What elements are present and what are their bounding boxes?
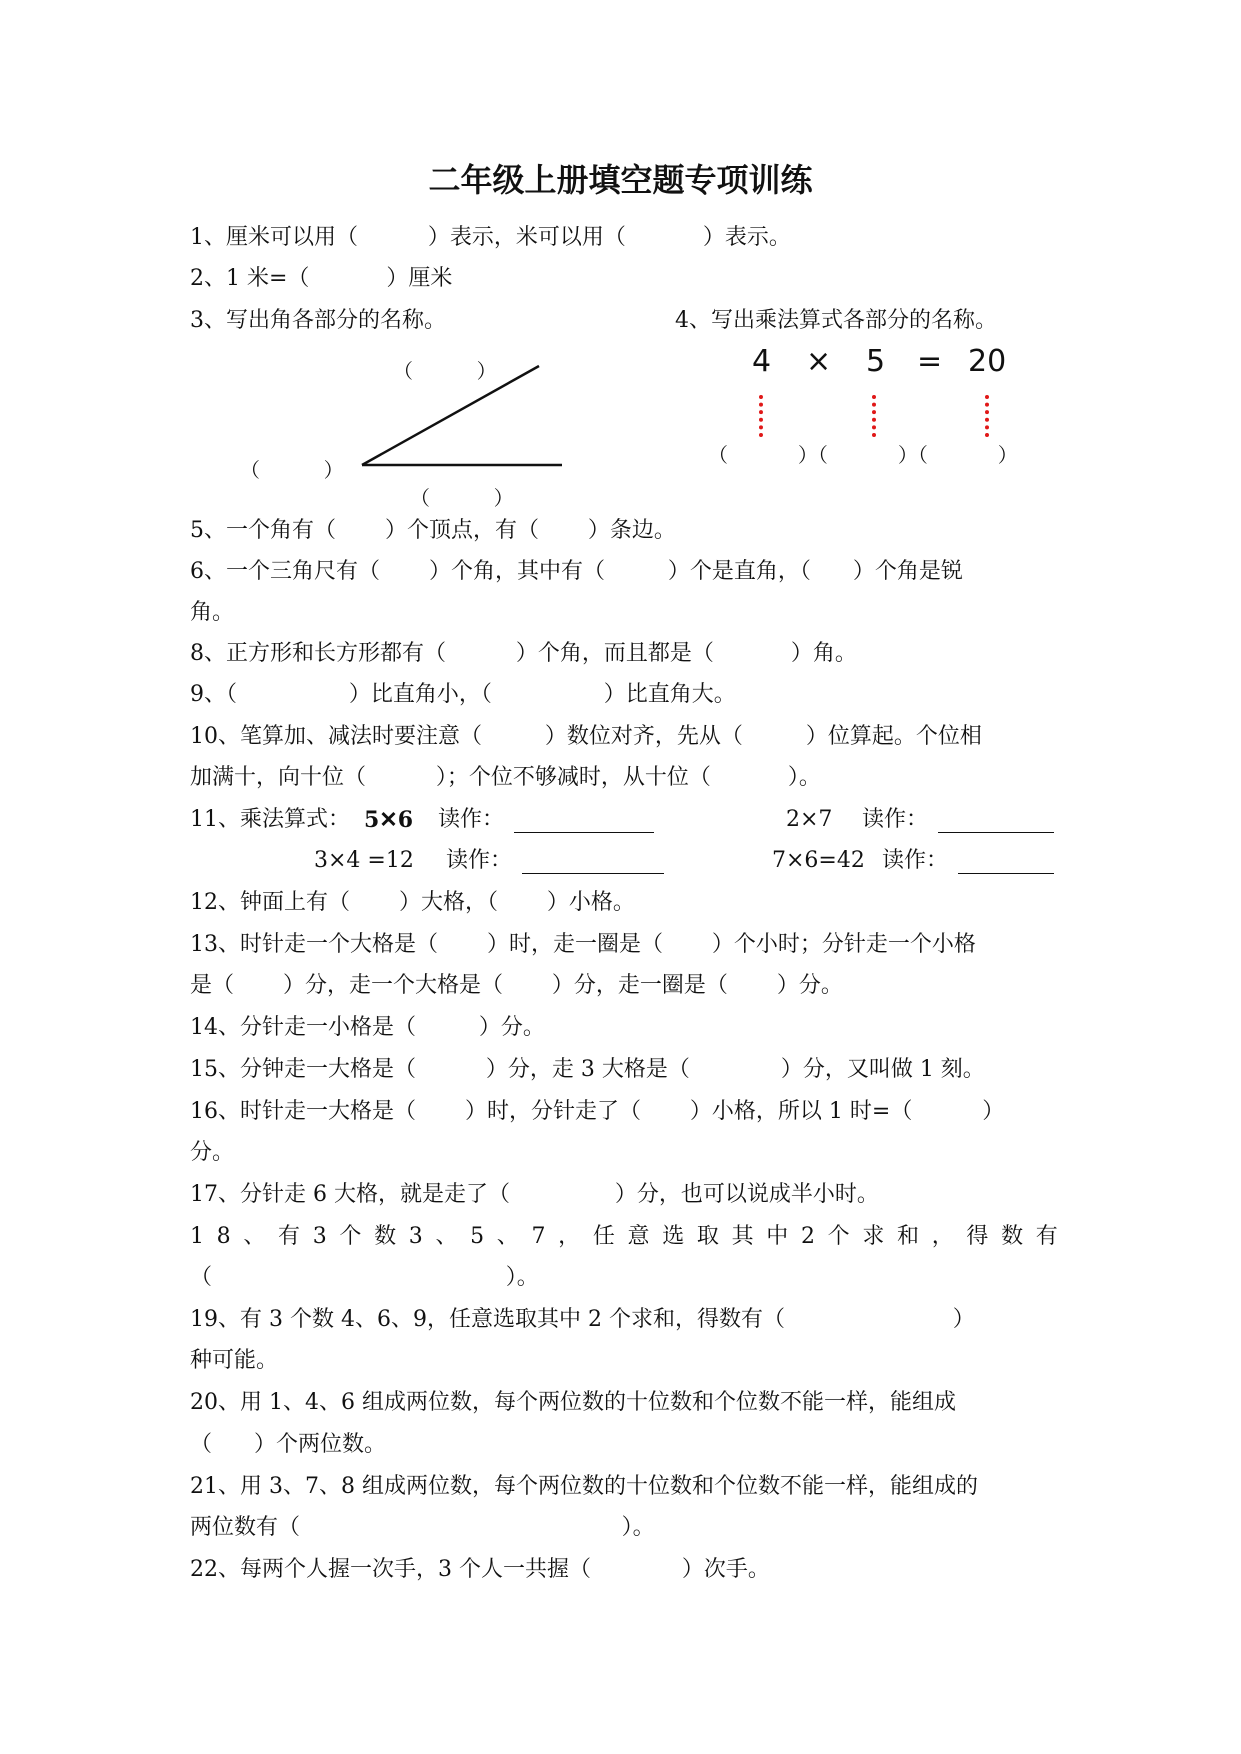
question-18-char: 3 [312, 1224, 327, 1249]
question-19: 19、有 3 个数 4、6、9，任意选取其中 2 个求和，得数有（ ） [190, 1307, 975, 1332]
question-15: 15、分钟走一大格是（ ）分，走 3 大格是（ ）分，又叫做 1 刻。 [190, 1057, 985, 1082]
answer-blank-line [938, 832, 1054, 833]
question-18 [190, 1222, 1058, 1252]
question-18-continued: （ ）。 [190, 1265, 539, 1290]
question-18-char: 取 [696, 1224, 719, 1249]
question-18-char: 求 [862, 1224, 885, 1249]
question-18-char: 、 [435, 1224, 458, 1249]
question-11-expression: 2×7 [786, 807, 833, 832]
question-18-char: 5 [470, 1224, 485, 1249]
question-1: 1、厘米可以用（ ）表示，米可以用（ ）表示。 [190, 225, 791, 250]
question-19-continued: 种可能。 [190, 1348, 279, 1373]
dotted-pointer [985, 395, 989, 437]
question-18-char: 中 [766, 1224, 789, 1249]
question-8: 8、正方形和长方形都有（ ）个角，而且都是（ ）角。 [190, 641, 857, 666]
question-18-char: 数 [374, 1224, 397, 1249]
question-11-expression: 7×6=42 [772, 848, 865, 873]
question-20-continued: （ ）个两位数。 [190, 1432, 386, 1457]
question-13-continued: 是（ ）分，走一个大格是（ ）分，走一圈是（ ）分。 [190, 973, 843, 998]
question-18-char: ， [931, 1224, 954, 1249]
question-18-char: 任 [592, 1224, 615, 1249]
answer-blank-line [514, 832, 654, 833]
question-18-char: 个 [827, 1224, 850, 1249]
angle-side-blank: （ ） [393, 359, 497, 383]
question-11-label: 11、乘法算式： [190, 807, 350, 832]
question-18-char: 、 [243, 1224, 266, 1249]
question-18-char: 7 [531, 1224, 546, 1249]
angle-vertex-blank: （ ） [240, 458, 344, 482]
question-21: 21、用 3、7、8 组成两位数，每个两位数的十位数和个位数不能一样，能组成的 [190, 1474, 978, 1499]
question-11-expression: 3×4 =12 [314, 848, 414, 873]
answer-blank-line [522, 873, 664, 874]
question-14: 14、分针走一小格是（ ）分。 [190, 1015, 545, 1040]
question-10: 10、笔算加、减法时要注意（ ）数位对齐，先从（ ）位算起。个位相 [190, 724, 982, 749]
read-as-label: 读作： [862, 807, 929, 832]
question-17: 17、分针走 6 大格，就是走了（ ）分，也可以说成半小时。 [190, 1182, 879, 1207]
equation-product: 20 [968, 344, 1007, 379]
read-as-label: 读作： [446, 848, 513, 873]
question-9: 9、（ ）比直角小，（ ）比直角大。 [190, 682, 736, 707]
read-as-label: 读作： [882, 848, 949, 873]
equation-times-sign: × [806, 344, 832, 379]
dotted-pointer [872, 395, 876, 437]
question-22: 22、每两个人握一次手，3 个人一共握（ ）次手。 [190, 1557, 770, 1582]
question-18-char: 个 [339, 1224, 362, 1249]
question-18-char: 1 [190, 1224, 204, 1249]
question-18-char: 3 [408, 1224, 423, 1249]
question-12: 12、钟面上有（ ）大格，（ ）小格。 [190, 890, 635, 915]
equation-equals-sign: = [917, 344, 943, 379]
question-16: 16、时针走一大格是（ ）时，分针走了（ ）小格，所以 1 时=（ ） [190, 1099, 1005, 1124]
question-18-char: 有 [1035, 1224, 1058, 1249]
question-18-char: 其 [731, 1224, 754, 1249]
question-10-continued: 加满十，向十位（ ）；个位不够减时，从十位（ ）。 [190, 765, 821, 790]
question-20: 20、用 1、4、6 组成两位数，每个两位数的十位数和个位数不能一样，能组成 [190, 1390, 956, 1415]
question-4: 4、写出乘法算式各部分的名称。 [675, 308, 997, 333]
answer-blank-line [958, 873, 1054, 874]
question-18-char: 2 [800, 1224, 815, 1249]
question-18-char: ， [558, 1224, 581, 1249]
question-18-char: 有 [278, 1224, 301, 1249]
question-18-char: 和 [897, 1224, 920, 1249]
question-18-char: 、 [496, 1224, 519, 1249]
question-18-char: 选 [662, 1224, 685, 1249]
question-18-char: 得 [966, 1224, 989, 1249]
page-title: 二年级上册填空题专项训练 [428, 161, 813, 199]
question-6: 6、一个三角尺有（ ）个角，其中有（ ）个是直角，（ ）个角是锐 [190, 559, 963, 584]
equation-part-blanks: （ ）（ ）（ ） [708, 443, 1018, 467]
question-3: 3、写出角各部分的名称。 [190, 308, 446, 333]
question-13: 13、时针走一个大格是（ ）时，走一圈是（ ）个小时；分针走一个小格 [190, 932, 976, 957]
equation-factor: 4 [752, 344, 772, 379]
question-5: 5、一个角有（ ）个顶点，有（ ）条边。 [190, 518, 676, 543]
question-2: 2、1 米=（ ）厘米 [190, 266, 453, 291]
question-11-expression: 5✕6 [364, 807, 414, 833]
question-16-continued: 分。 [190, 1140, 235, 1165]
question-18-char: 数 [1001, 1224, 1024, 1249]
dotted-pointer [759, 395, 763, 437]
question-6-continued: 角。 [190, 600, 235, 625]
question-18-char: 8 [216, 1224, 231, 1249]
equation-factor: 5 [866, 344, 886, 379]
read-as-label: 读作： [438, 807, 505, 832]
angle-side-blank: （ ） [410, 486, 514, 510]
question-18-char: 意 [627, 1224, 650, 1249]
question-21-continued: 两位数有（ ）。 [190, 1515, 655, 1540]
